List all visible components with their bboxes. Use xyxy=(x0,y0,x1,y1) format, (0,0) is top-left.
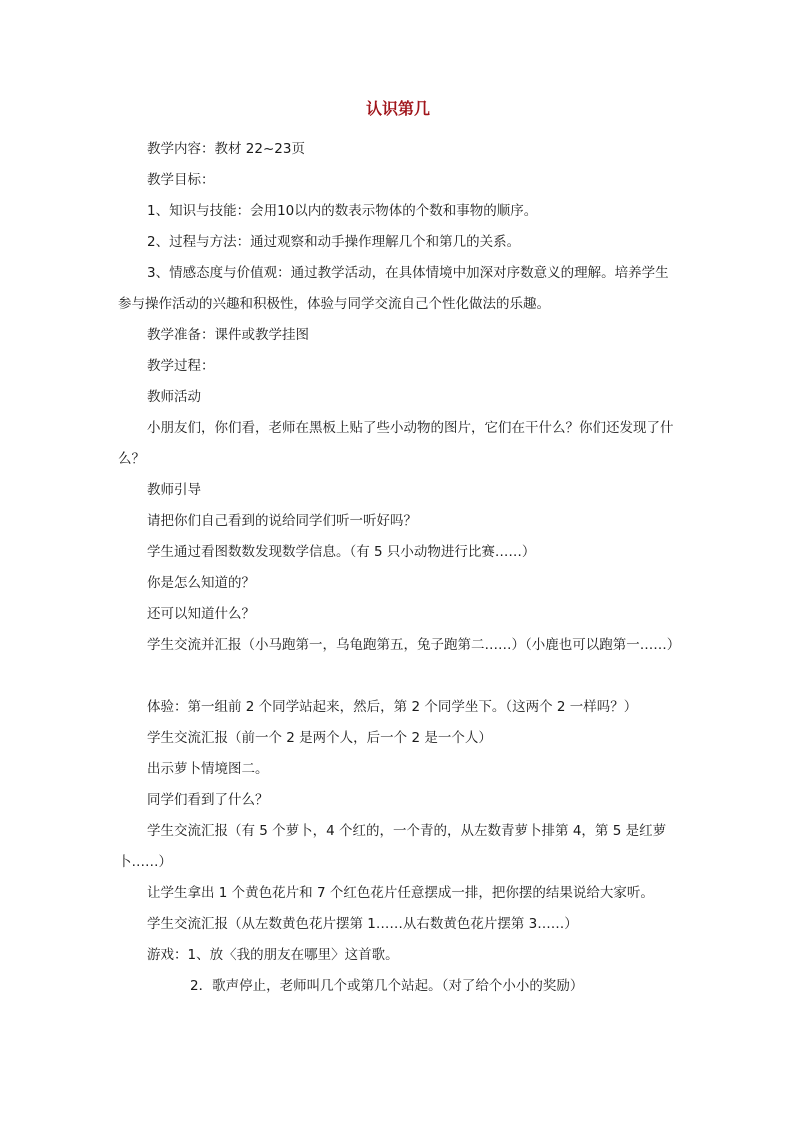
paragraph-student-report-4: 学生交流汇报（从左数黄色花片摆第 1……从右数黄色花片摆第 3……） xyxy=(147,916,578,932)
paragraph-objectives-heading: 教学目标： xyxy=(147,172,215,188)
paragraph-flower-task: 让学生拿出 1 个黄色花片和 7 个红色花片任意摆成一排，把你摆的结果说给大家听。 xyxy=(147,885,654,901)
paragraph-what-else: 还可以知道什么？ xyxy=(147,606,255,622)
paragraph-teacher-question: 小朋友们，你们看，老师在黑板上贴了些小动物的图片，它们在干什么？你们还发现了什么？ xyxy=(118,420,674,467)
paragraph-teaching-content: 教学内容：教材 22~23页 xyxy=(147,141,305,157)
paragraph-objective-3: 3、情感态度与价值观：通过教学活动，在具体情境中加深对序数意义的理解。培养学生参与操作活动的兴趣和积极性，体验与同学交流自己个性化做法的乐趣。 xyxy=(118,265,669,312)
paragraph-process-heading: 教学过程： xyxy=(147,358,215,374)
paragraph-objective-2: 2、过程与方法：通过观察和动手操作理解几个和第几的关系。 xyxy=(147,234,521,250)
paragraph-student-report-1: 学生交流并汇报（小马跑第一，乌龟跑第五，兔子跑第二……）（小鹿也可以跑第一……） xyxy=(147,637,681,653)
paragraph-teacher-activity: 教师活动 xyxy=(147,389,201,405)
paragraph-game-2: 2．歌声停止，老师叫几个或第几个站起。（对了给个小小的奖励） xyxy=(190,978,584,994)
paragraph-how-know: 你是怎么知道的？ xyxy=(147,575,255,591)
paragraph-student-report-3: 学生交流汇报（有 5 个萝卜，4 个红的，一个青的，从左数青萝卜排第 4，第 5 是红萝卜……） xyxy=(118,823,667,870)
paragraph-preparation: 教学准备：课件或教学挂图 xyxy=(147,327,309,343)
paragraph-share-prompt: 请把你们自己看到的说给同学们听一听好吗？ xyxy=(147,513,417,529)
paragraph-what-see: 同学们看到了什么？ xyxy=(147,792,269,808)
document-title: 认识第几 xyxy=(365,99,430,118)
paragraph-teacher-guide: 教师引导 xyxy=(147,482,201,498)
paragraph-show-picture: 出示萝卜情境图二。 xyxy=(147,761,269,777)
paragraph-student-observe: 学生通过看图数数发现数学信息。（有 5 只小动物进行比赛……） xyxy=(147,544,536,560)
paragraph-experience: 体验：第一组前 2 个同学站起来，然后，第 2 个同学坐下。（这两个 2 一样吗？） xyxy=(147,699,638,715)
paragraph-objective-1: 1、知识与技能：会用10以内的数表示物体的个数和事物的顺序。 xyxy=(147,203,538,219)
paragraph-game-1: 游戏：1、放〈我的朋友在哪里〉这首歌。 xyxy=(147,947,399,963)
paragraph-student-report-2: 学生交流汇报（前一个 2 是两个人，后一个 2 是一个人） xyxy=(147,730,492,746)
